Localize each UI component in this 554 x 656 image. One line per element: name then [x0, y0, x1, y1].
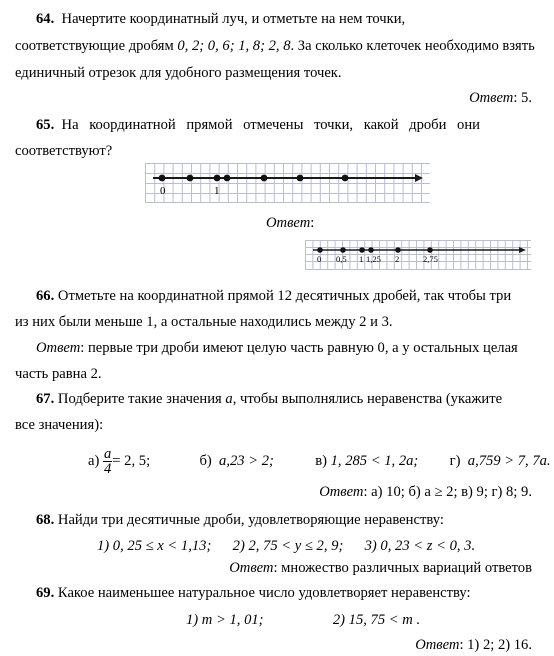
- p64-answer: [469, 89, 532, 107]
- p65-number: 65.: [36, 117, 55, 133]
- tick-label-2: 2: [395, 254, 400, 264]
- p67-a-rest: = 2, 5;: [112, 453, 151, 469]
- point: [368, 247, 374, 253]
- point: [342, 175, 349, 182]
- p65-text1: На координатной прямой отмечены точки, какой дроби они: [61, 117, 480, 133]
- p67-var-a: a: [225, 391, 233, 407]
- point: [359, 247, 365, 253]
- p67-a-fraction: [103, 447, 112, 476]
- tick-label-1-25: 1,25: [366, 254, 381, 264]
- p67-a-label: а): [88, 453, 100, 469]
- p66-line1: [36, 287, 511, 305]
- p68-text1: Найди три десятичные дроби, удовлетворяющие неравенству:: [57, 512, 444, 528]
- tick-label-1: 1: [359, 254, 364, 264]
- p68-answer: [229, 559, 532, 577]
- p66-text2: из них были меньше 1, а остальные находились между 2 и 3.: [15, 314, 393, 330]
- p64-fractions: 0, 2; 0, 6; 1, 8; 2, 8: [177, 38, 291, 54]
- p66-answer-label: Ответ: [36, 340, 81, 356]
- p69-line1: [36, 584, 471, 602]
- p66-line2: [15, 313, 393, 331]
- p66-answer-line1: [36, 339, 518, 357]
- point: [214, 175, 221, 182]
- point: [395, 247, 401, 253]
- point: [297, 175, 304, 182]
- p68-ex3: 3) 0, 23 < z < 0, 3.: [364, 538, 476, 554]
- p67-exercises: [88, 446, 551, 476]
- point: [159, 175, 166, 182]
- p65-answer-label: Ответ: [266, 215, 311, 231]
- p66-answer-text2: часть равна 2.: [15, 366, 102, 382]
- p69-number: 69.: [36, 585, 55, 601]
- point: [340, 247, 346, 253]
- fraction-numerator: a: [104, 446, 112, 463]
- p68-line1: [36, 511, 444, 529]
- point: [224, 175, 231, 182]
- p67-answer: [319, 483, 532, 501]
- p69-answer-text: : 1) 2; 2) 16.: [459, 637, 532, 653]
- p67-answer-label: Ответ: [319, 484, 364, 500]
- p67-text2: все значения):: [15, 417, 104, 433]
- tick-label-0-5: 0,5: [336, 254, 347, 264]
- p64-text2c: . За сколько клеточек необходимо взять: [290, 38, 535, 54]
- p69-ex1: 1) m > 1, 01;: [186, 612, 264, 628]
- p66-number: 66.: [36, 288, 55, 304]
- p67-text1c: , чтобы выполнялись неравенства (укажите: [232, 391, 503, 407]
- p65-text2: соответствуют?: [15, 143, 113, 159]
- p68-number: 68.: [36, 512, 55, 528]
- p69-text1: Какое наименьшее натуральное число удовлетворяет неравенству:: [57, 585, 471, 601]
- tick-label-1: 1: [214, 185, 220, 197]
- point: [427, 247, 433, 253]
- p67-line1: [36, 390, 502, 408]
- p65-answer-colon: :: [310, 215, 315, 231]
- p66-answer-text1: : первые три дроби имеют целую часть равную 0, а у остальных целая: [80, 340, 518, 356]
- p64-text1: Начертите координатный луч, и отметьте на нем точки,: [61, 11, 406, 27]
- p64-answer-text: : 5.: [513, 90, 532, 106]
- p64-line2: [15, 37, 535, 55]
- p64-answer-label: Ответ: [469, 90, 514, 106]
- p67-answer-text: : а) 10; б) a ≥ 2; в) 9; г) 8; 9.: [363, 484, 532, 500]
- p65-line1: [36, 116, 531, 134]
- p66-text1: Отметьте на координатной прямой 12 десятичных дробей, так чтобы три: [57, 288, 512, 304]
- p64-line1: [36, 10, 531, 28]
- p68-ex1: 1) 0, 25 ≤ x < 1,13;: [97, 538, 212, 554]
- tick-label-0: 0: [160, 185, 166, 197]
- p64-text2a: соответствующие дробям: [15, 38, 178, 54]
- p64-line3: [15, 64, 342, 82]
- p68-exercises: [97, 537, 475, 555]
- p65-number-line-2: [305, 240, 531, 270]
- fraction-denominator: 4: [104, 461, 112, 478]
- p69-ex2: 2) 15, 75 < m .: [332, 612, 421, 628]
- p67-text1a: Подберите такие значения: [57, 391, 226, 407]
- tick-label-0: 0: [317, 254, 322, 264]
- p67-d-expr: a,759 > 7, 7a.: [467, 453, 551, 469]
- p64-number: 64.: [36, 11, 55, 27]
- point: [261, 175, 268, 182]
- p65-line2: [15, 142, 112, 160]
- p67-c-expr: 1, 285 < 1, 2a;: [330, 453, 419, 469]
- point: [317, 247, 323, 253]
- p68-answer-label: Ответ: [229, 560, 274, 576]
- p69-answer: [415, 636, 532, 654]
- point: [187, 175, 194, 182]
- p69-answer-label: Ответ: [415, 637, 460, 653]
- p66-answer-line2: [15, 365, 102, 383]
- p65-answer-label-line: [266, 214, 314, 232]
- p65-number-line-1: [145, 163, 430, 203]
- p67-d-label: г): [449, 453, 461, 469]
- p68-answer-text: : множество различных вариаций ответов: [273, 560, 532, 576]
- tick-label-2-75: 2,75: [423, 254, 438, 264]
- p68-ex2: 2) 2, 75 < y ≤ 2, 9;: [232, 538, 344, 554]
- p67-c-label: в): [315, 453, 327, 469]
- p67-line2: [15, 416, 103, 434]
- p67-b-expr: a,23 > 2;: [219, 453, 274, 469]
- p67-number: 67.: [36, 391, 55, 407]
- p67-b-label: б): [199, 453, 212, 469]
- p69-exercises: [186, 611, 420, 629]
- p64-text3: единичный отрезок для удобного размещения точек.: [15, 65, 342, 81]
